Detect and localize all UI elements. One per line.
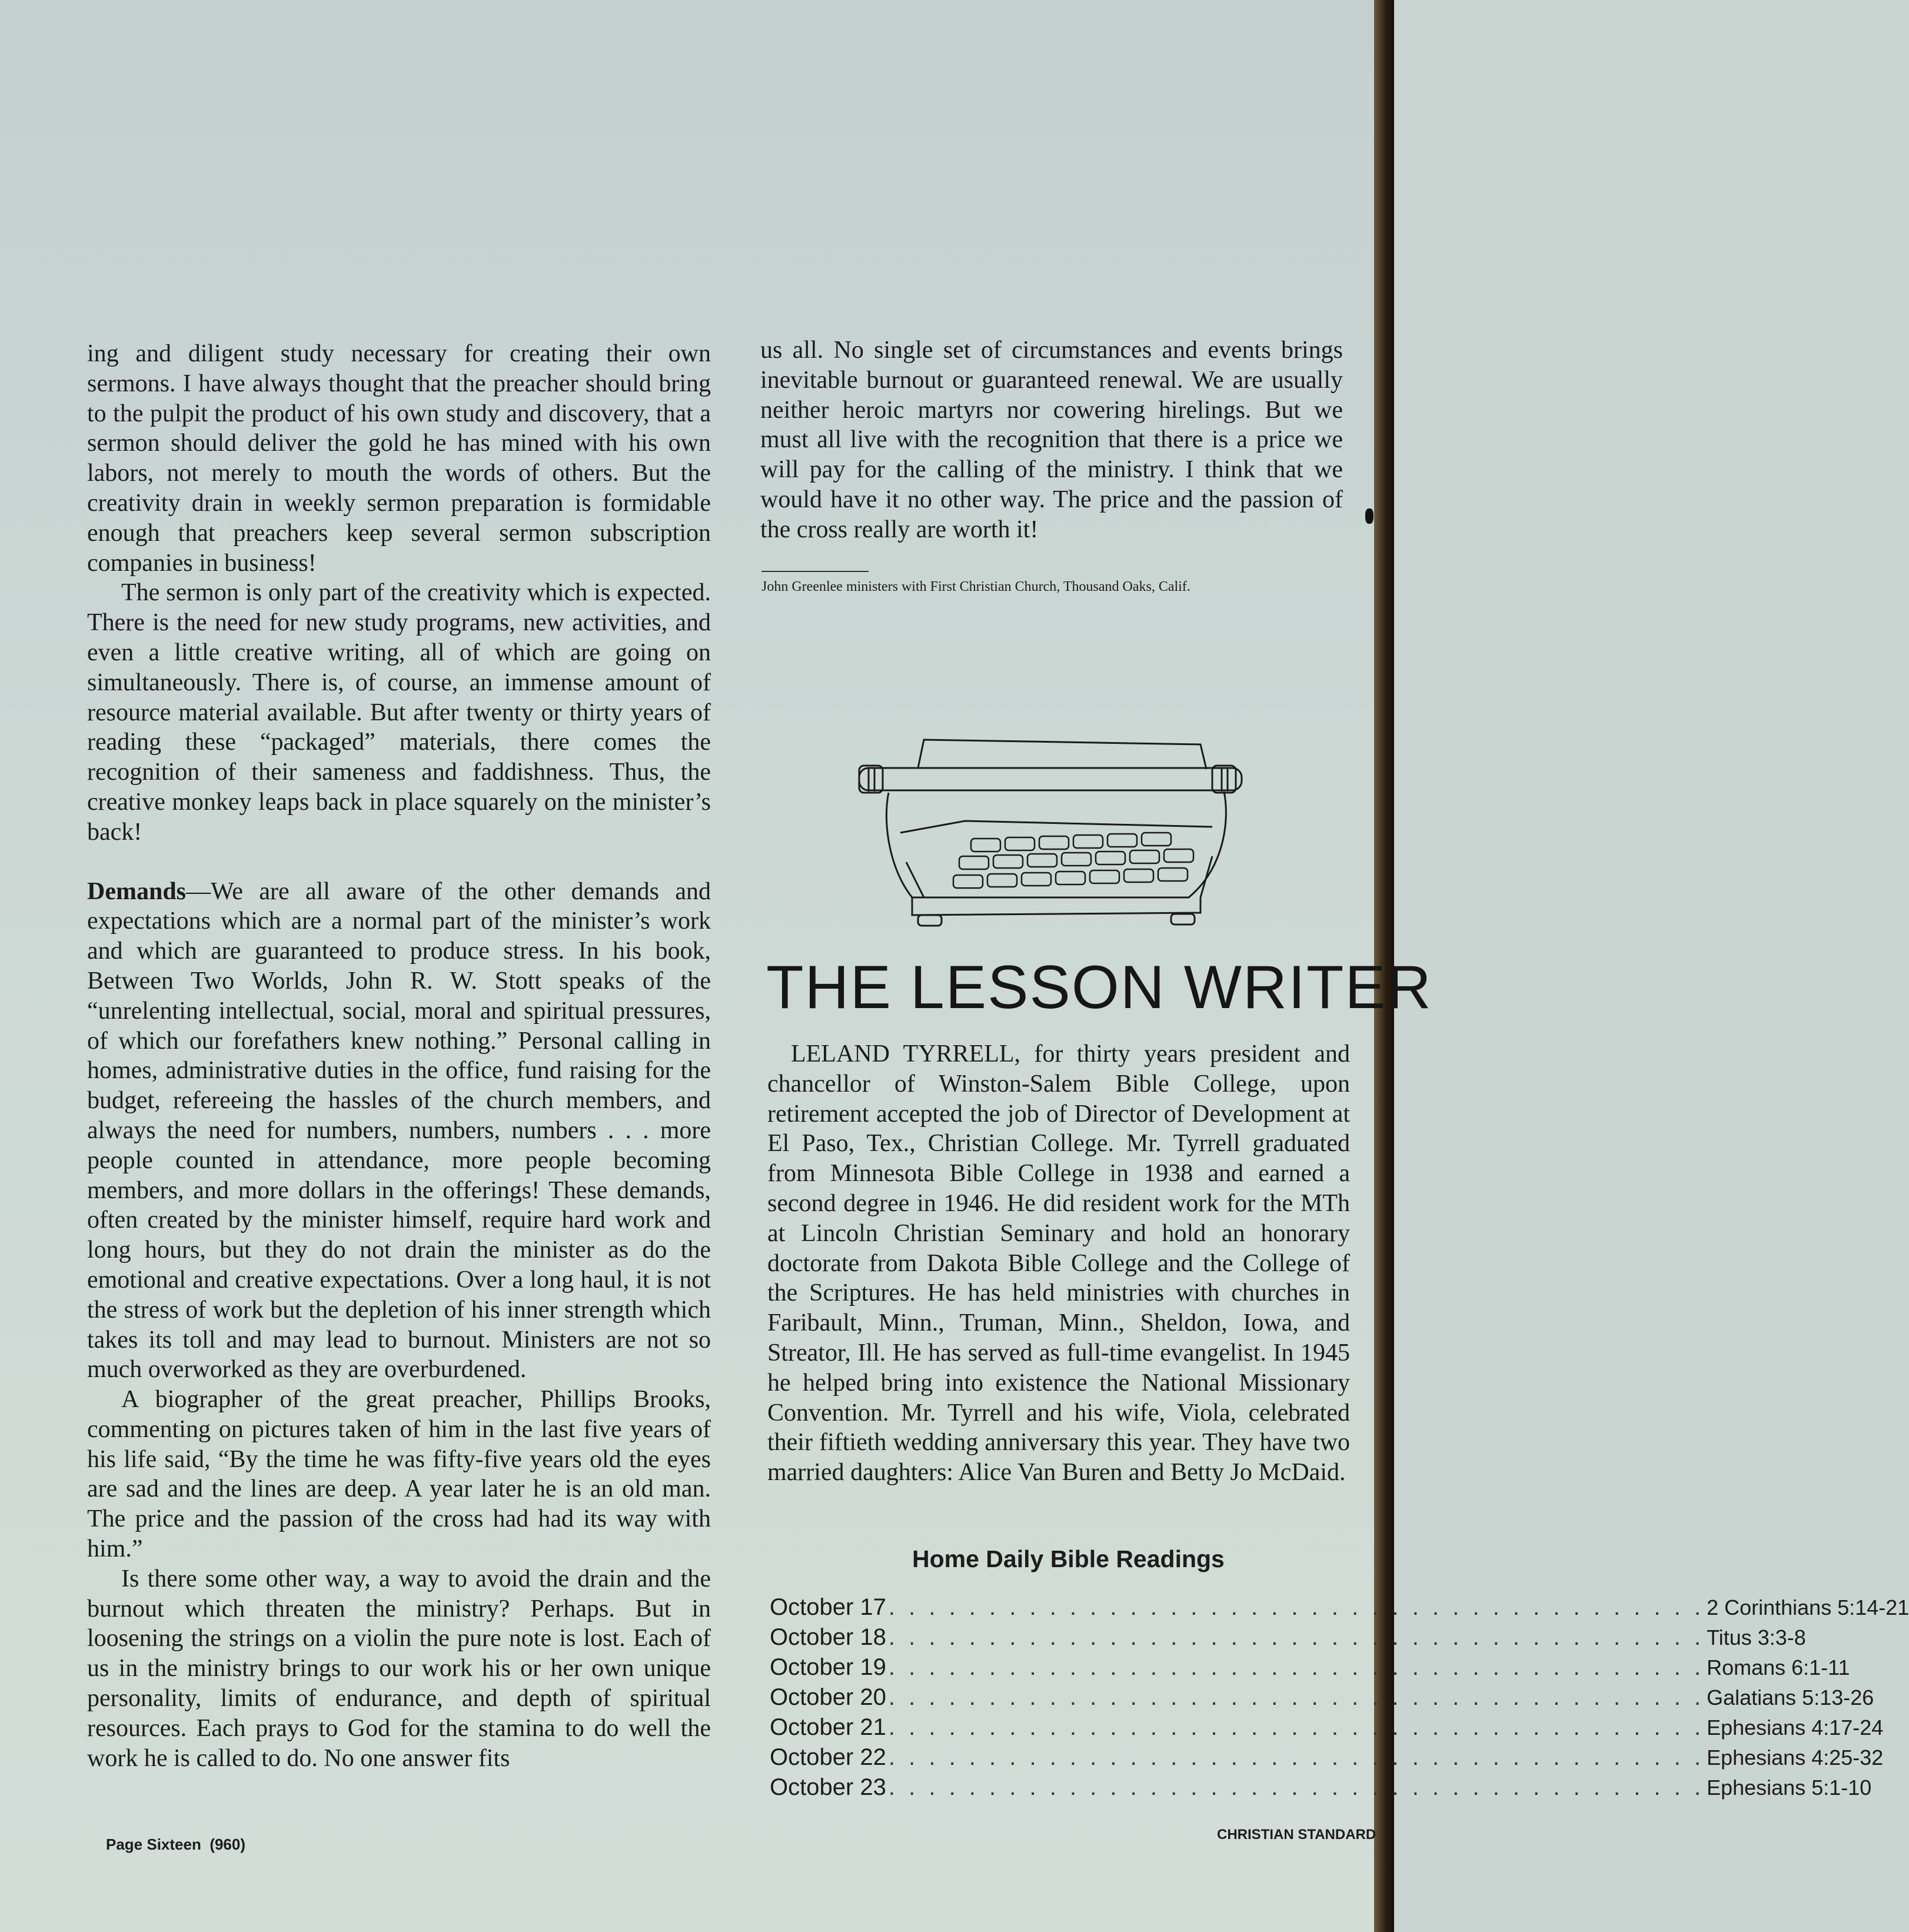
typewriter-icon: [847, 739, 1248, 950]
feature-headline: THE LESSON WRITER: [766, 953, 1432, 1022]
reading-date: October 18: [770, 1624, 886, 1650]
page-number: (960): [209, 1835, 246, 1853]
readings-list: [770, 1592, 1909, 1803]
leader-dots: . . . . . . . . . . . . . . . . . . . . . . . . . . . . . . . . . . . . . . . . .: [888, 1594, 1705, 1620]
paragraph-creative-expectations: The sermon is only part of the creativity which is expected. There is the need for new study programs, new activities, and even a little creative writing, all of which are going on simultaneously. There is, of course, an immense amount of resource material available. But after twenty or thirty years of reading these “packaged” materials, there comes the recognition of their sameness and faddishness. Thus, the creative monkey leaps back in place squarely on the minister’s back!: [87, 579, 711, 846]
reading-date: October 20: [770, 1684, 886, 1710]
leader-dots: . . . . . . . . . . . . . . . . . . . . . . . . . . . . . . . . . . . . . . . . .: [888, 1744, 1705, 1770]
reading-reference: Ephesians 4:25-32: [1707, 1745, 1884, 1770]
paragraph-demands: [87, 877, 711, 1385]
right-column-top: [760, 335, 1343, 545]
paragraph-conclusion: us all. No single set of circumstances and events brings inevitable burnout or guaranteed renewal. We are usually neither heroic martyrs nor cowering hirelings. But we must all live with the recognition that there is a price we will pay for the calling of the ministry. I think that we would have it no other way. The price and the passion of the cross really are worth it!: [760, 337, 1343, 543]
lesson-writer-bio: [767, 1039, 1350, 1488]
paragraph-other-way: Is there some other way, a way to avoid the drain and the burnout which threaten the ministry? Perhaps. But in loosening the strings on a violin the pure note is lost. Each of us in the ministry brings to our work his or her own unique personality, limits of endurance, and depth of spiritual resources. Each prays to God for the stamina to do well the work he is called to do. No one answer fits: [87, 1565, 711, 1772]
paragraph-phillips-brooks: A biographer of the great preacher, Phillips Brooks, commenting on pictures taken of him in the last five years of his life said, “By the time he was fifty-five years old the eyes are sad and the lines are deep. A year later he is an old man. The price and the passion of the cross had had its way with him.”: [87, 1386, 711, 1563]
reading-row: [770, 1592, 1909, 1622]
reading-row: [770, 1743, 1884, 1773]
reading-row: [770, 1773, 1872, 1803]
leader-dots: . . . . . . . . . . . . . . . . . . . . . . . . . . . . . . . . . . . . . . . . .: [888, 1624, 1705, 1650]
credit-rule: [761, 571, 869, 572]
reading-reference: Titus 3:3-8: [1707, 1625, 1806, 1650]
reading-reference: Ephesians 5:1-10: [1707, 1775, 1872, 1800]
author-credit: John Greenlee ministers with First Christian Church, Thousand Oaks, Calif.: [761, 579, 1190, 594]
reading-date: October 22: [770, 1744, 886, 1770]
leader-dots: . . . . . . . . . . . . . . . . . . . . . . . . . . . . . . . . . . . . . . . . .: [888, 1774, 1705, 1800]
leader-dots: . . . . . . . . . . . . . . . . . . . . . . . . . . . . . . . . . . . . . . . . .: [888, 1654, 1705, 1680]
page-label: Page Sixteen: [106, 1835, 201, 1853]
left-column: [87, 339, 711, 1773]
reading-reference: Ephesians 4:17-24: [1707, 1715, 1884, 1740]
end-mark-icon: [1365, 508, 1373, 524]
paragraph-demands-text: —We are all aware of the other demands and expectations which are a normal part of the minister’s work and which are guaranteed to produce stress. In his book, Between Two Worlds, John R. W. Stott speaks of the “unrelenting intellectual, social, moral and spiritual pressures, of which our forefathers knew nothing.” Personal calling in homes, administrative duties in the office, fund raising for the budget, refereeing the hassles of the church members, and always the need for numbers, numbers, numbers . . . more people counted in attendance, more people becoming members, and more dollars in the offerings! These demands, often created by the minister himself, require hard work and long hours, but they do not drain the minister as do the emotional and creative expectations. Over a long haul, it is not the stress of work but the depletion of his inner strength which takes its toll and may lead to burnout. Ministers are not so much overworked as they are overburdened.: [87, 877, 711, 1384]
readings-title: Home Daily Bible Readings: [912, 1545, 1225, 1572]
reading-reference: 2 Corinthians 5:14-21: [1707, 1595, 1909, 1620]
reading-reference: Galatians 5:13-26: [1707, 1685, 1874, 1710]
reading-date: October 21: [770, 1714, 886, 1740]
reading-date: October 23: [770, 1774, 886, 1800]
reading-date: October 17: [770, 1594, 886, 1620]
leader-dots: . . . . . . . . . . . . . . . . . . . . . . . . . . . . . . . . . . . . . . . . .: [888, 1714, 1705, 1740]
reading-row: [770, 1622, 1806, 1652]
reading-date: October 19: [770, 1654, 886, 1680]
page-folio: [106, 1835, 245, 1854]
reading-row: [770, 1652, 1850, 1682]
section-lead-demands: Demands: [87, 877, 187, 905]
publication-name: CHRISTIAN STANDARD: [1217, 1827, 1376, 1843]
reading-row: [770, 1682, 1874, 1712]
bio-text: LELAND TYRRELL, for thirty years president and chancellor of Winston-Salem Bible College, upon retirement accepted the job of Director of Development at El Paso, Tex., Christian College. Mr. Tyrrell graduated from Minnesota Bible College in 1938 and earned a second degree in 1946. He did resident work for the MTh at Lincoln Christian Seminary and hold an honorary doctorate from Dakota Bible College and the College of the Scriptures. He has held ministries with churches in Faribault, Minn., Truman, Minn., Sheldon, Iowa, and Streator, Ill. He has served as full-time evangelist. In 1945 he helped bring into existence the National Missionary Convention. Mr. Tyrrell and his wife, Viola, celebrated their fiftieth wedding anniversary this year. They have two married daughters: Alice Van Buren and Betty Jo McDaid.: [767, 1040, 1350, 1487]
leader-dots: . . . . . . . . . . . . . . . . . . . . . . . . . . . . . . . . . . . . . . . . .: [888, 1684, 1705, 1710]
paragraph-sermon-creativity: ing and diligent study necessary for creating their own sermons. I have always thought that the preacher should bring to the pulpit the product of his own study and discovery, that a sermon should deliver the gold he has mined with his own labors, not merely to mouth the words of others. But the creativity drain in weekly sermon preparation is formidable enough that preachers keep several sermon subscription companies in business!: [87, 340, 711, 577]
reading-row: [770, 1712, 1884, 1743]
reading-reference: Romans 6:1-11: [1707, 1655, 1850, 1680]
